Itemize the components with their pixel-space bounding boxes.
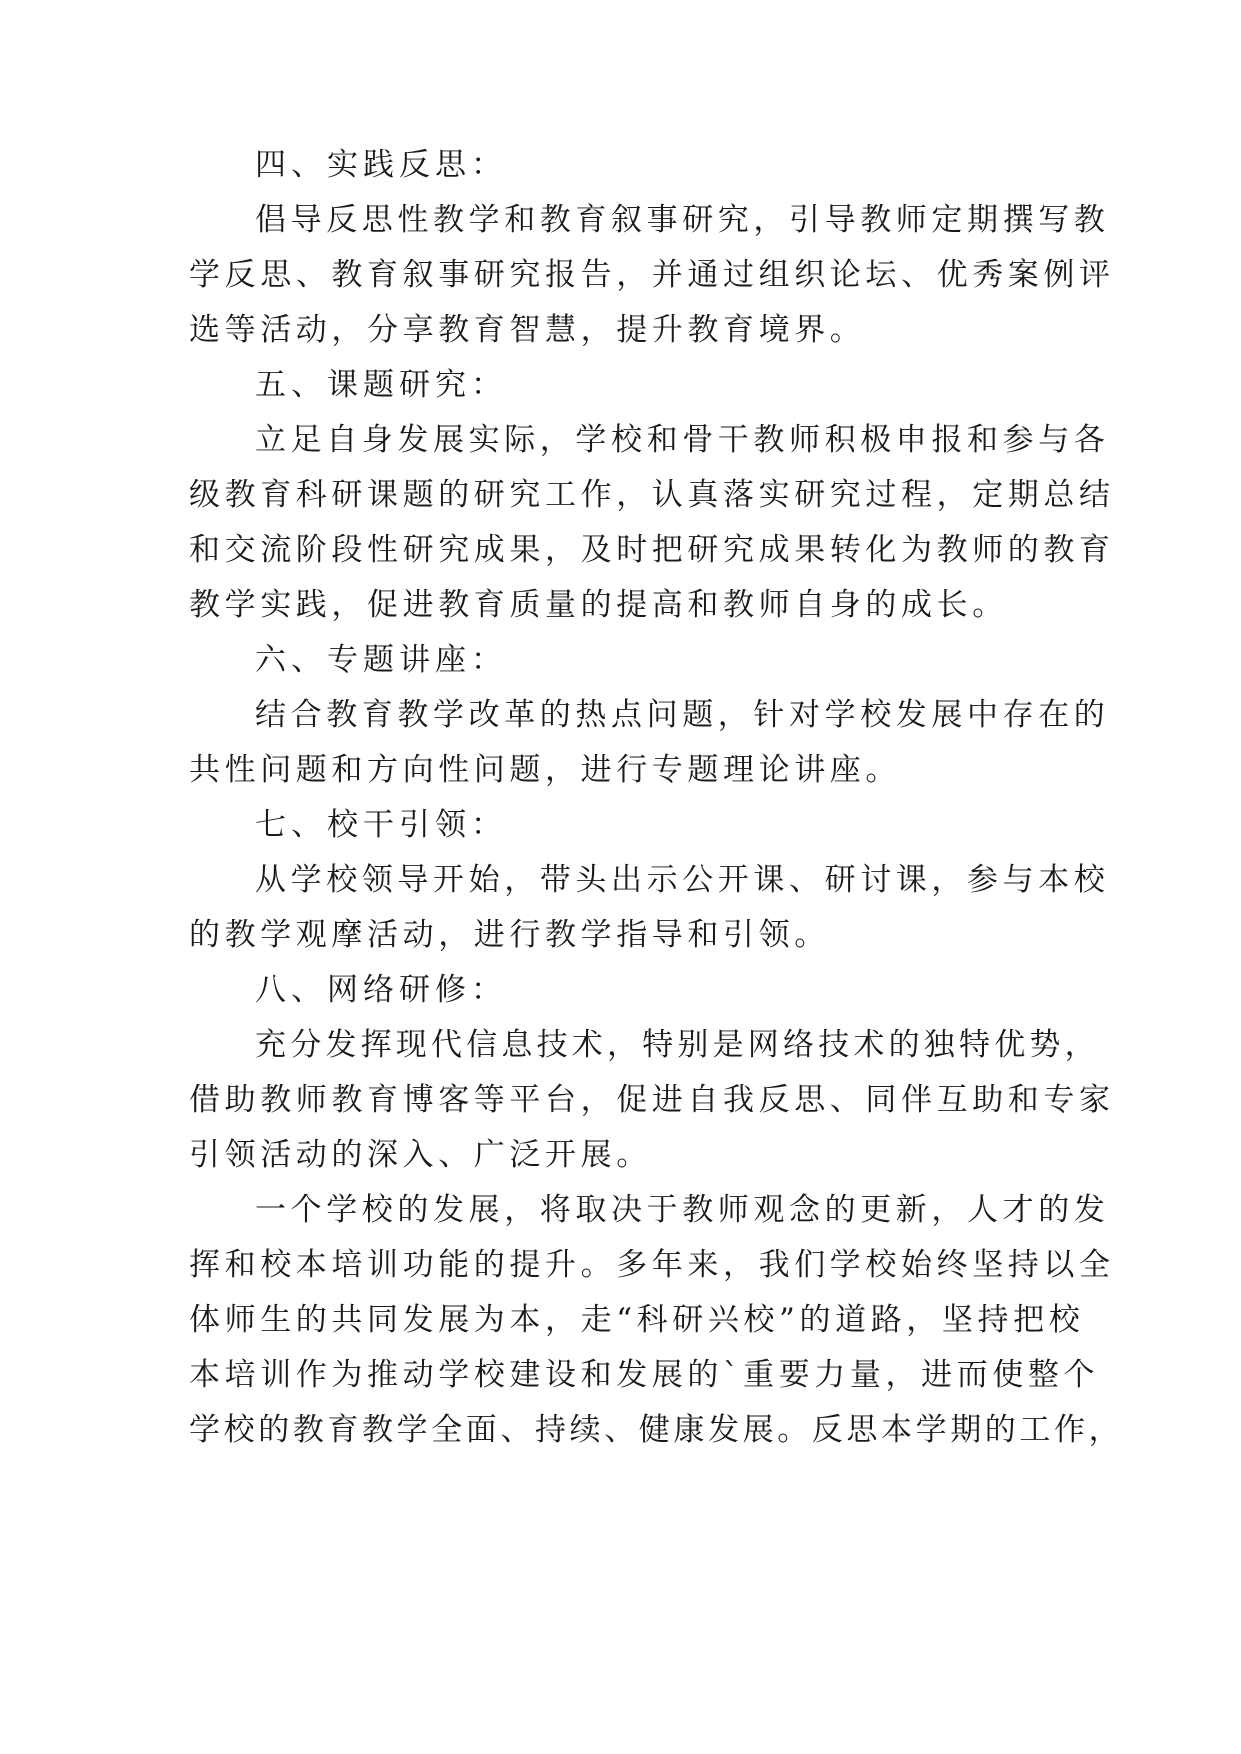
section-heading-online-training: 八、网络研修： [255, 972, 507, 1008]
section-heading-special-lectures: 六、专题讲座： [255, 642, 507, 678]
paragraph-line: 共性问题和方向性问题，进行专题理论讲座。 [189, 752, 901, 788]
paragraph-line: 一个学校的发展，将取决于教师观念的更新，人才的发 [255, 1192, 1110, 1228]
paragraph-line: 结合教育教学改革的热点问题，针对学校发展中存在的 [255, 697, 1110, 733]
paragraph-line: 引领活动的深入、广泛开展。 [189, 1137, 652, 1173]
paragraph-line: 选等活动，分享教育智慧，提升教育境界。 [189, 312, 866, 348]
section-heading-topic-research: 五、课题研究： [255, 367, 507, 403]
paragraph-line: 充分发挥现代信息技术，特别是网络技术的独特优势， [255, 1027, 1100, 1063]
paragraph-line: 体师生的共同发展为本，走“科研兴校”的道路，坚持把校 [189, 1302, 1085, 1338]
paragraph-line: 挥和校本培训功能的提升。多年来，我们学校始终坚持以全 [189, 1247, 1115, 1283]
section-heading-practice-reflection: 四、实践反思： [255, 147, 507, 183]
paragraph-line: 倡导反思性教学和教育叙事研究，引导教师定期撰写教 [255, 202, 1110, 238]
paragraph-line: 学校的教育教学全面、持续、健康发展。反思本学期的工作， [189, 1412, 1124, 1448]
paragraph-line: 的教学观摩活动，进行教学指导和引领。 [189, 917, 830, 953]
paragraph-line: 级教育科研课题的研究工作，认真落实研究过程，定期总结 [189, 477, 1115, 513]
paragraph-line: 学反思、教育叙事研究报告，并通过组织论坛、优秀案例评 [189, 257, 1115, 293]
paragraph-line: 立足自身发展实际，学校和骨干教师积极申报和参与各 [255, 422, 1110, 458]
paragraph-line: 本培训作为推动学校建设和发展的`重要力量，进而使整个 [189, 1357, 1100, 1393]
paragraph-line: 从学校领导开始，带头出示公开课、研讨课，参与本校 [255, 862, 1110, 898]
paragraph-line: 教学实践，促进教育质量的提高和教师自身的成长。 [189, 587, 1008, 623]
section-heading-leadership: 七、校干引领： [255, 807, 507, 843]
paragraph-line: 借助教师教育博客等平台，促进自我反思、同伴互助和专家 [189, 1082, 1115, 1118]
paragraph-line: 和交流阶段性研究成果，及时把研究成果转化为教师的教育 [189, 532, 1115, 568]
